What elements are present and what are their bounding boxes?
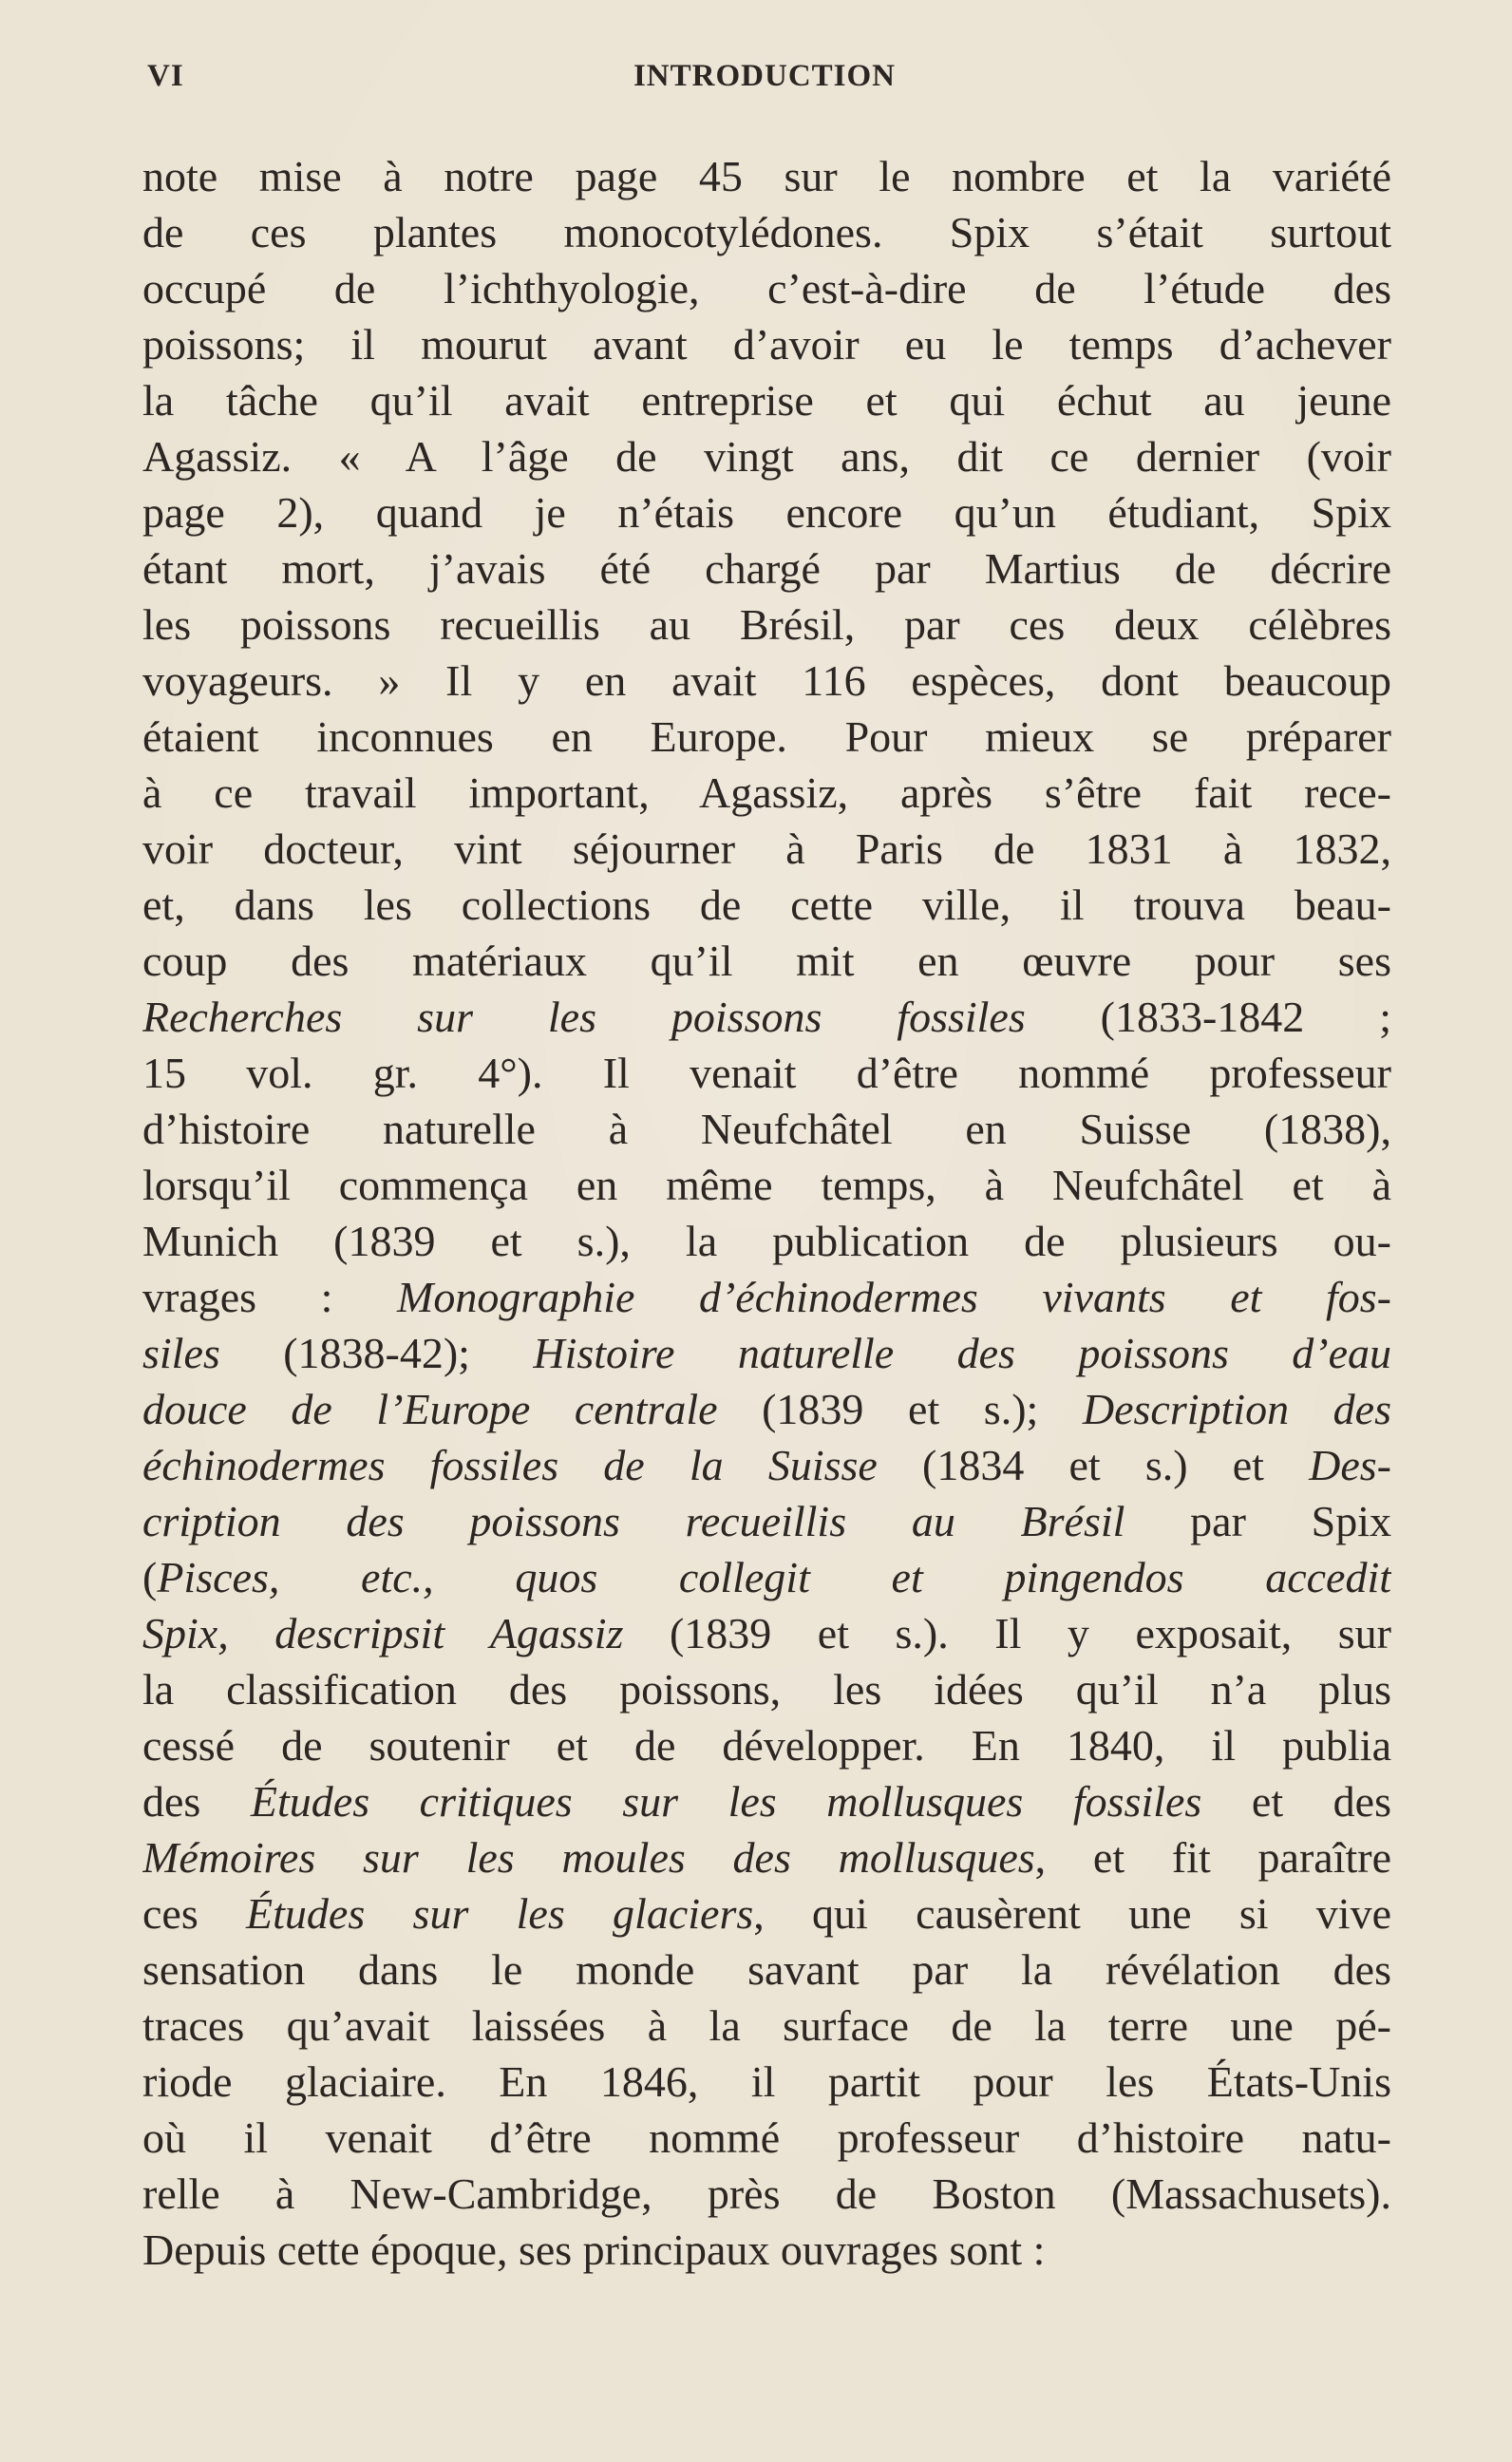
- text-line: [142, 1213, 1391, 1269]
- text-line: [142, 765, 1391, 821]
- italic-text-segment: Recherches sur les poissons fossiles: [142, 993, 1026, 1041]
- text-line: [142, 1549, 1391, 1605]
- text-segment: (1839 et s.);: [717, 1385, 1083, 1433]
- italic-text-segment: échinodermes fossiles de la Suisse: [142, 1441, 878, 1489]
- text-segment: la tâche qu’il avait entreprise et qui échut au jeune: [142, 376, 1391, 425]
- text-segment: (1833-1842 ;: [1025, 993, 1391, 1041]
- text-segment: coup des matériaux qu’il mit en œuvre pour ses: [142, 937, 1391, 985]
- text-segment: lorsqu’il commença en même temps, à Neufchâtel et à: [142, 1161, 1391, 1209]
- italic-text-segment: Monographie d’échinodermes vivants et fos-: [397, 1273, 1391, 1321]
- text-line: [142, 1493, 1391, 1549]
- text-segment: étaient inconnues en Europe. Pour mieux se préparer: [142, 712, 1391, 761]
- italic-text-segment: Description des: [1082, 1385, 1391, 1433]
- text-line: [142, 821, 1391, 877]
- text-segment: de ces plantes monocotylédones. Spix s’était surtout: [142, 208, 1391, 256]
- body-text: [142, 148, 1391, 2278]
- text-segment: et des: [1201, 1777, 1391, 1826]
- text-segment: Agassiz. « A l’âge de vingt ans, dit ce dernier (voir: [142, 432, 1391, 481]
- running-title: INTRODUCTION: [633, 59, 897, 93]
- text-line: [142, 2222, 1391, 2278]
- text-line: [142, 2054, 1391, 2110]
- text-line: [142, 316, 1391, 372]
- text-line: [142, 653, 1391, 709]
- text-line: [142, 1717, 1391, 1773]
- text-segment: des: [142, 1777, 251, 1826]
- italic-text-segment: Des-: [1309, 1441, 1391, 1489]
- text-segment: occupé de l’ichthyologie, c’est-à-dire de l’étude des: [142, 264, 1391, 312]
- italic-text-segment: siles: [142, 1329, 220, 1377]
- text-line: [142, 372, 1391, 428]
- text-line: [142, 2110, 1391, 2166]
- text-segment: d’histoire naturelle à Neufchâtel en Suisse (1838),: [142, 1105, 1391, 1153]
- text-segment: où il venait d’être nommé professeur d’histoire natu-: [142, 2113, 1391, 2162]
- text-line: [142, 204, 1391, 260]
- text-line: [142, 1157, 1391, 1213]
- text-line: [142, 1998, 1391, 2054]
- text-segment: ces: [142, 1889, 247, 1938]
- text-segment: les poissons recueillis au Brésil, par ces deux célèbres: [142, 600, 1391, 649]
- italic-text-segment: Histoire naturelle des poissons d’eau: [533, 1329, 1391, 1377]
- text-segment: poissons; il mourut avant d’avoir eu le temps d’achever: [142, 320, 1391, 369]
- italic-text-segment: Pisces, etc., quos collegit et pingendos accedit: [157, 1553, 1391, 1601]
- text-segment: à ce travail important, Agassiz, après s’être fait rece-: [142, 768, 1391, 817]
- text-segment: traces qu’avait laissées à la surface de la terre une pé-: [142, 2001, 1391, 2050]
- text-segment: (1838-42);: [219, 1329, 534, 1377]
- text-line: [142, 1101, 1391, 1157]
- text-segment: , qui causèrent une si vive: [753, 1889, 1391, 1938]
- text-line: [142, 877, 1391, 933]
- text-line: [142, 260, 1391, 316]
- italic-text-segment: Études critiques sur les mollusques fossiles: [250, 1777, 1202, 1826]
- text-line: [142, 428, 1391, 484]
- text-line: [142, 540, 1391, 597]
- text-line: [142, 1885, 1391, 1941]
- italic-text-segment: Mémoires sur les moules des mollusques: [142, 1833, 1035, 1882]
- italic-text-segment: Études sur les glaciers: [246, 1889, 754, 1938]
- text-line: [142, 597, 1391, 653]
- text-line: [142, 1325, 1391, 1381]
- text-line: [142, 1941, 1391, 1998]
- text-segment: sensation dans le monde savant par la révélation des: [142, 1945, 1391, 1994]
- text-segment: (1839 et s.). Il y exposait, sur: [623, 1609, 1391, 1657]
- text-line: [142, 1381, 1391, 1437]
- text-line: [142, 1269, 1391, 1325]
- text-segment: Munich (1839 et s.), la publication de plusieurs ou-: [142, 1217, 1391, 1265]
- text-line: [142, 484, 1391, 540]
- text-segment: (: [142, 1553, 158, 1601]
- text-segment: voir docteur, vint séjourner à Paris de 1831 à 1832,: [142, 824, 1391, 873]
- text-segment: page 2), quand je n’étais encore qu’un étudiant, Spix: [142, 488, 1391, 537]
- text-segment: note mise à notre page 45 sur le nombre et la variété: [142, 152, 1391, 200]
- text-line: [142, 1829, 1391, 1885]
- page-header: [147, 59, 1382, 106]
- italic-text-segment: Spix, descripsit Agassiz: [142, 1609, 624, 1657]
- text-segment: (1834 et s.) et: [877, 1441, 1310, 1489]
- text-line: [142, 1605, 1391, 1661]
- text-line: [142, 2166, 1391, 2222]
- italic-text-segment: douce de l’Europe centrale: [142, 1385, 718, 1433]
- page-number: VI: [147, 59, 184, 93]
- text-segment: Depuis cette époque, ses principaux ouvrages sont :: [142, 2225, 1046, 2274]
- text-segment: , et fit paraître: [1034, 1833, 1391, 1882]
- text-segment: riode glaciaire. En 1846, il partit pour les États-Unis: [142, 2057, 1391, 2106]
- text-line: [142, 1773, 1391, 1829]
- text-line: [142, 709, 1391, 765]
- italic-text-segment: cription des poissons recueillis au Brésil: [142, 1497, 1125, 1545]
- text-segment: voyageurs. » Il y en avait 116 espèces, dont beaucoup: [142, 656, 1391, 705]
- text-line: [142, 933, 1391, 989]
- text-segment: par Spix: [1125, 1497, 1391, 1545]
- text-line: [142, 989, 1391, 1045]
- text-line: [142, 1045, 1391, 1101]
- text-segment: relle à New-Cambridge, près de Boston (Massachusets).: [142, 2169, 1391, 2218]
- text-line: [142, 1437, 1391, 1493]
- text-segment: cessé de soutenir et de développer. En 1840, il publia: [142, 1721, 1391, 1770]
- text-segment: 15 vol. gr. 4°). Il venait d’être nommé professeur: [142, 1049, 1391, 1097]
- text-line: [142, 148, 1391, 204]
- text-segment: la classification des poissons, les idées qu’il n’a plus: [142, 1665, 1391, 1714]
- text-segment: vrages :: [142, 1273, 397, 1321]
- text-segment: et, dans les collections de cette ville, il trouva beau-: [142, 881, 1391, 929]
- text-segment: étant mort, j’avais été chargé par Martius de décrire: [142, 544, 1391, 593]
- text-line: [142, 1661, 1391, 1717]
